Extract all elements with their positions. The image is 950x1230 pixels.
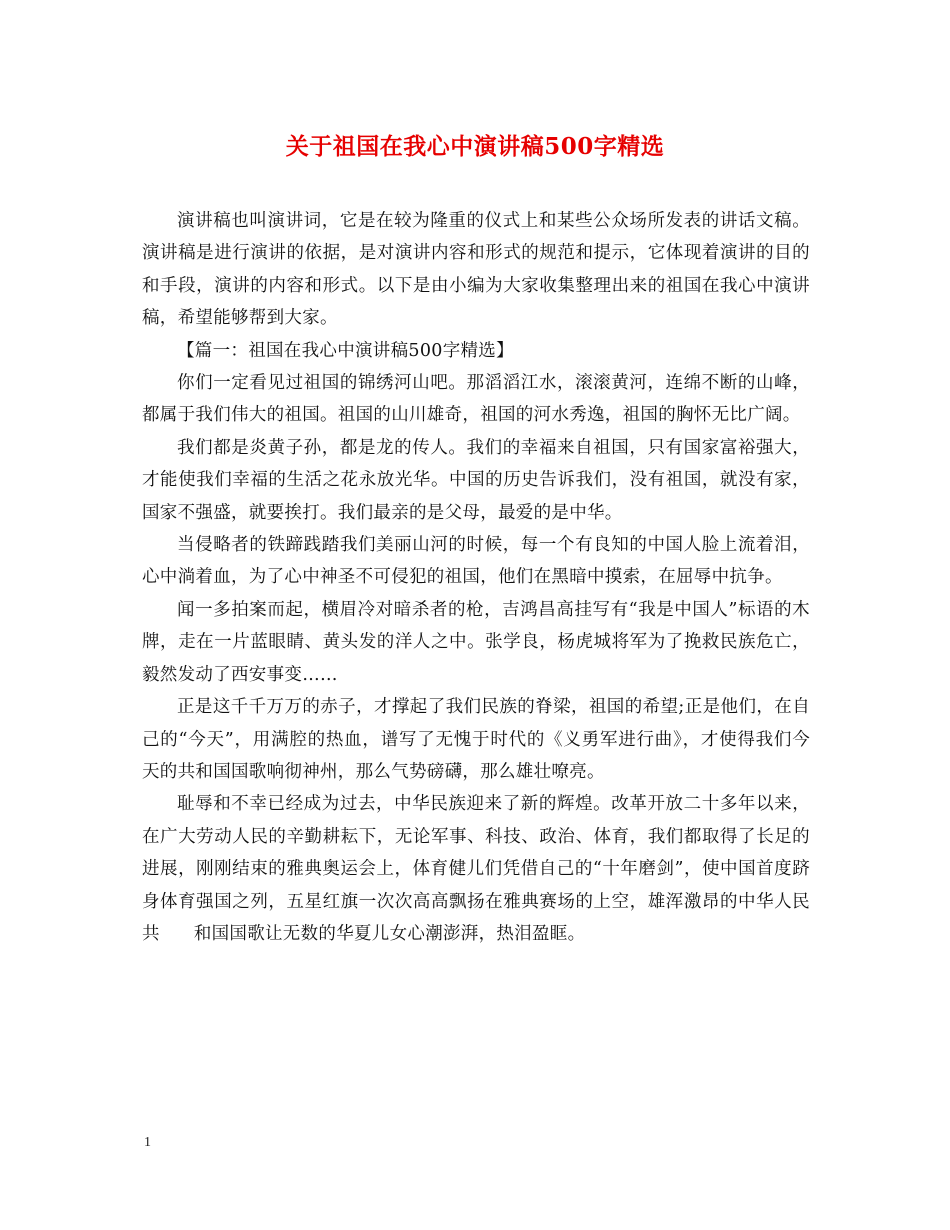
body-paragraph: 正是这千千万万的赤子，才撑起了我们民族的脊梁，祖国的希望;正是他们，在自己的“今天”，用满腔的热血，谱写了无愧于时代的《义勇军进行曲》，才使得我们今天的共和国国歌响彻神州，那么气势磅礴，那么雄壮嘹亮。 [142,697,810,782]
body-paragraph: 我们都是炎黄子孙，都是龙的传人。我们的幸福来自祖国，只有国家富裕强大，才能使我们幸福的生活之花永放光华。中国的历史告诉我们，没有祖国，就没有家，国家不强盛，就要挨打。我们最亲的是父母，最爱的是中华。 [142,437,810,523]
last-paragraph-part1: 耻辱和不幸已经成为过去，中华民族迎来了新的辉煌。改革开放二十多年以来，在广大劳动人民的辛勤耕耘下，无论军事、科技、政治、体育，我们都取得了长足的进展，刚刚结束的雅典奥运会上，体育健儿们凭借自己的“十年磨剑”，使中国首度跻身体育强国之列，五星红旗一次次高高飘扬在雅典赛场的上空，雄浑激昂的中华人民共 [142,794,810,944]
body-paragraph-last [142,788,810,950]
intro-paragraph: 演讲稿也叫演讲词，它是在较为隆重的仪式上和某些公众场所发表的讲话文稿。演讲稿是进行演讲的依据，是对演讲内容和形式的规范和提示，它体现着演讲的目的和手段，演讲的内容和形式。以下是由小编为大家收集整理出来的祖国在我心中演讲稿，希望能够帮到大家。 [142,211,810,329]
document-body [142,205,810,950]
document-title: 关于祖国在我心中演讲稿500字精选 [285,133,665,160]
body-paragraph: 闻一多拍案而起，横眉冷对暗杀者的枪，吉鸿昌高挂写有“我是中国人”标语的木牌，走在一片蓝眼睛、黄头发的洋人之中。张学良，杨虎城将军为了挽救民族危亡，毅然发动了西安事变…… [142,599,810,685]
body-paragraph: 当侵略者的铁蹄践踏我们美丽山河的时候，每一个有良知的中国人脸上流着泪，心中淌着血，为了心中神圣不可侵犯的祖国，他们在黑暗中摸索，在屈辱中抗争。 [142,535,810,588]
last-paragraph-part2: 和国国歌让无数的华夏儿女心潮澎湃，热泪盈眶。 [193,923,586,944]
body-paragraph: 你们一定看见过祖国的锦绣河山吧。那滔滔江水，滚滚黄河，连绵不断的山峰，都属于我们伟大的祖国。祖国的山川雄奇，祖国的河水秀逸，祖国的胸怀无比广阔。 [142,373,810,426]
page-number: 1 [144,1135,151,1150]
section-heading: 【篇一：祖国在我心中演讲稿500字精选】 [177,340,514,361]
